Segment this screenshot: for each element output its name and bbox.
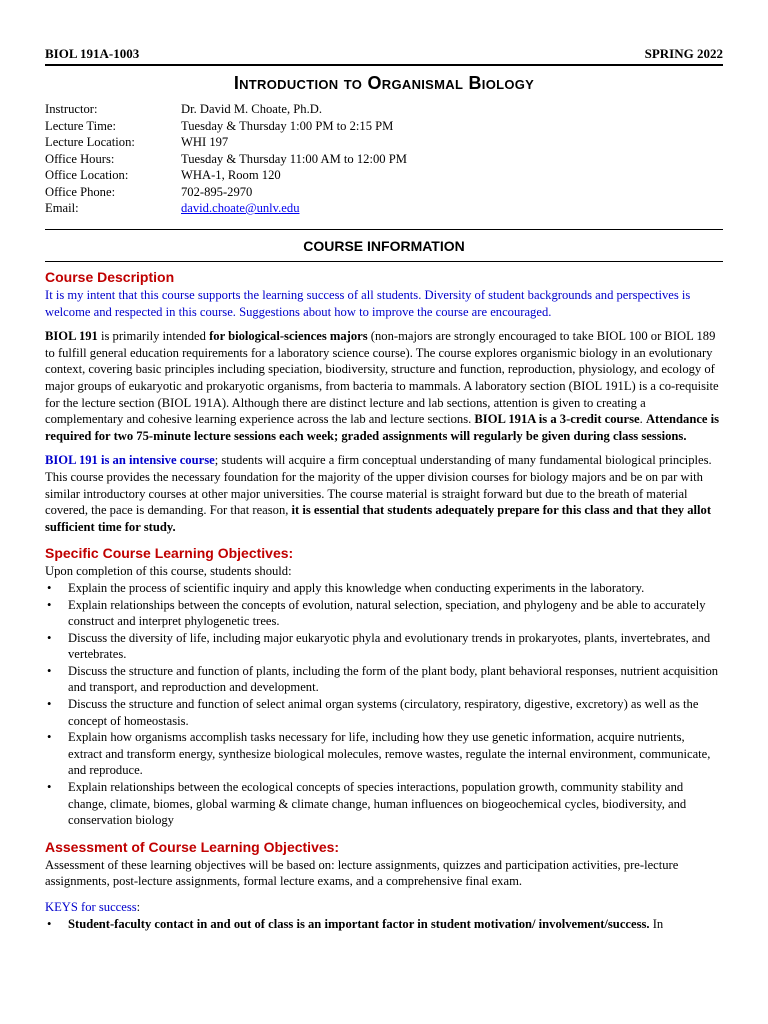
email-link[interactable]: david.choate@unlv.edu bbox=[181, 201, 300, 215]
document-header bbox=[45, 46, 723, 63]
keys-heading: KEYS for success: bbox=[45, 900, 141, 914]
objectives-list bbox=[45, 580, 721, 829]
assessment-text: Assessment of these learning objectives will be based on: lecture assignments, quizzes and participation activities, pre-lecture assignments, post-lecture assignments, formal lecture exams, and a comprehensive final exam. bbox=[45, 857, 679, 889]
info-row-email bbox=[45, 200, 407, 217]
section-rule-bottom bbox=[45, 261, 723, 262]
page-title: Introduction to Organismal Biology bbox=[233, 73, 535, 93]
course-description-heading: Course Description bbox=[45, 269, 175, 285]
info-row-instructor bbox=[45, 101, 407, 118]
list-item: • Discuss the diversity of life, including major eukaryotic phyla and evolutionary trends in prokaryotes, plants, invertebrates, and vertebrates. bbox=[45, 630, 721, 663]
description-paragraph-2: BIOL 191 is an intensive course; students will acquire a firm conceptual understanding of many fundamental biological principles. This course provides the necessary foundation for the majority of the upper division courses for biology majors and be on par with similar introductory courses at other major universities. The course material is straight forward but due to the breath of material covered, the pace is demanding. For that reason, it is essential that students adequately prepare for this class and that they allot sufficient time for study. bbox=[45, 453, 712, 534]
list-item: • Discuss the structure and function of select animal organ systems (circulatory, respiratory, digestive, excretory) as well as the concept of homeostasis. bbox=[45, 696, 721, 729]
list-item: • Explain the process of scientific inquiry and apply this knowledge when conducting experiments in the laboratory. bbox=[45, 580, 721, 597]
info-row-lecture-time bbox=[45, 118, 407, 135]
objectives-lead: Upon completion of this course, students should: bbox=[45, 564, 292, 579]
section-rule-top bbox=[45, 229, 723, 230]
info-row-office-phone bbox=[45, 184, 407, 201]
info-row-office-hours bbox=[45, 151, 407, 168]
info-value: Tuesday & Thursday 11:00 AM to 12:00 PM bbox=[181, 151, 407, 166]
course-code: BIOL 191A-1003 bbox=[45, 46, 140, 61]
keys-list bbox=[45, 916, 721, 933]
info-label: Lecture Time: bbox=[45, 118, 117, 133]
info-value: 702-895-2970 bbox=[181, 184, 253, 199]
list-item: • Discuss the structure and function of plants, including the form of the plant body, plant behavioral responses, nutrient acquisition and transport, and reproduction and development. bbox=[45, 663, 721, 696]
diversity-statement: It is my intent that this course supports the learning success of all students. Diversity of student backgrounds and perspectives is welcome and respected in this course. Suggestions about how to improve the course are encouraged. bbox=[45, 288, 691, 319]
info-label: Lecture Location: bbox=[45, 135, 135, 149]
list-item: • Explain how organisms accomplish tasks necessary for life, including how they use genetic information, acquire nutrients, extract and transform energy, synthesize biological molecules, remove wastes, regulate the internal environment, communicate, and reproduce. bbox=[45, 729, 721, 779]
info-row-lecture-location bbox=[45, 134, 407, 151]
list-item: • Explain relationships between the concepts of evolution, natural selection, speciation, and phylogeny and be able to accurately construct and interpret phylogenetic trees. bbox=[45, 597, 721, 630]
info-value: WHA-1, Room 120 bbox=[181, 168, 281, 182]
list-item: • Explain relationships between the ecological concepts of species interactions, population growth, community stability and change, climate, biomes, global warming & climate change, human influences on biogeochemical cycles, biodiversity, and conservation biology bbox=[45, 779, 721, 829]
objectives-heading: Specific Course Learning Objectives: bbox=[45, 545, 294, 562]
info-value: WHI 197 bbox=[181, 135, 229, 149]
description-paragraph-1: BIOL 191 is primarily intended for biological-sciences majors (non-majors are strongly encouraged to take BIOL 100 or BIOL 189 to fulfill general education requirements for a laboratory science course). The course explores organismic biology in an evolutionary context, covering basic principles including speciation, biodiversity, structure and function, reproduction, physiology, and ecology of major groups of eukaryotic and prokaryotic organisms, from bacteria to mammals. A laboratory section (BIOL 191L) is a co-requisite for the lecture section (BIOL 191A). Although there are distinct lecture and lab sections, attention is given to creating a complementary and cohesive learning experience across the lab and lecture sections. BIOL 191A is a 3-credit course. Attendance is required for two 75-minute lecture sessions each week; graded assignments will regularly be given during class sessions. bbox=[45, 329, 720, 443]
list-item: • Student-faculty contact in and out of class is an important factor in student motivation/ involvement/success. In bbox=[45, 916, 721, 933]
info-row-office-location bbox=[45, 167, 407, 184]
info-label: Email: bbox=[45, 201, 79, 215]
info-label: Office Hours: bbox=[45, 151, 115, 166]
info-label: Instructor: bbox=[45, 102, 98, 116]
info-value: Tuesday & Thursday 1:00 PM to 2:15 PM bbox=[181, 118, 394, 133]
header-rule bbox=[45, 64, 723, 66]
syllabus-body bbox=[45, 268, 721, 932]
term: SPRING 2022 bbox=[644, 46, 723, 61]
info-label: Office Phone: bbox=[45, 184, 116, 199]
info-label: Office Location: bbox=[45, 168, 129, 182]
assessment-heading: Assessment of Course Learning Objectives: bbox=[45, 838, 340, 855]
course-info-table bbox=[45, 101, 407, 217]
section-title: COURSE INFORMATION bbox=[303, 238, 465, 254]
info-value: Dr. David M. Choate, Ph.D. bbox=[181, 102, 322, 116]
